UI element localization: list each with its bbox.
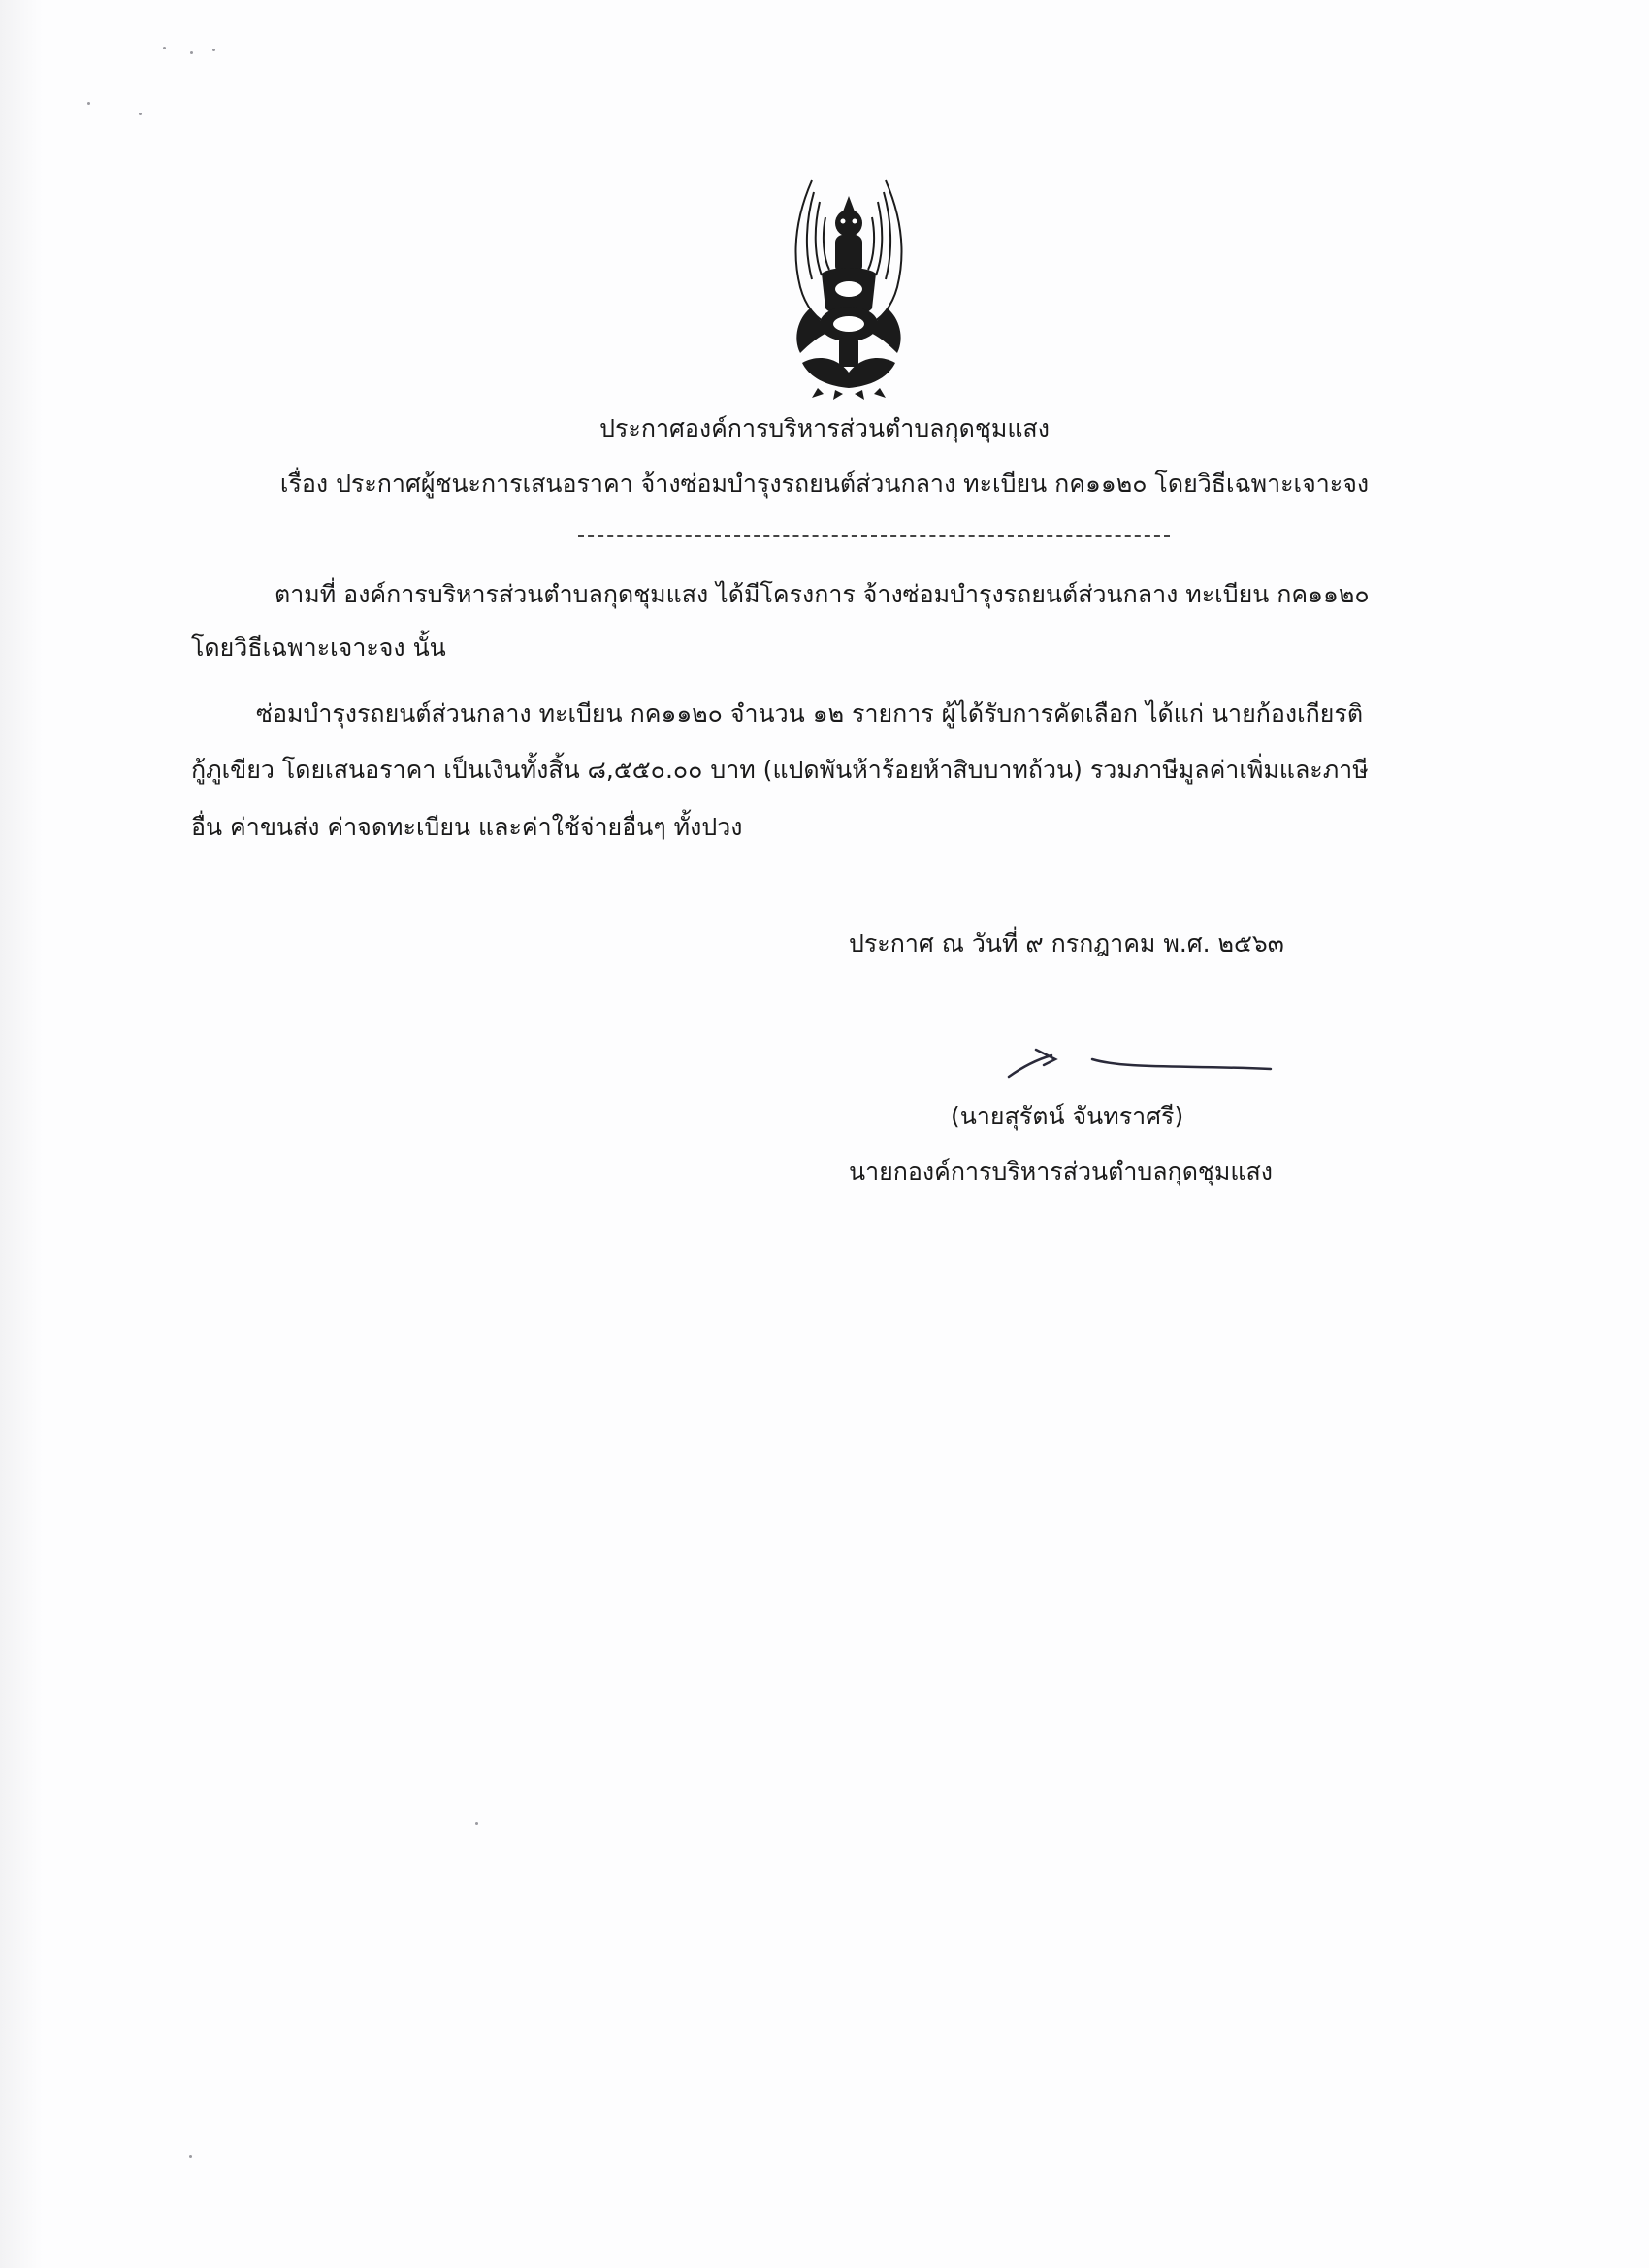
announce-date: ประกาศ ณ วันที่ ๙ กรกฎาคม พ.ศ. ๒๕๖๓: [849, 929, 1284, 957]
scan-speck: [189, 2155, 192, 2158]
title-divider: [578, 535, 1170, 537]
signer-name: (นายสุรัตน์ จันทราศรี): [951, 1102, 1184, 1130]
scan-speck: [87, 102, 90, 105]
scan-speck: [475, 1822, 478, 1825]
scan-speck: [139, 113, 142, 115]
document-subject: เรื่อง ประกาศผู้ชนะการเสนอราคา จ้างซ่อมบำรุงรถยนต์ส่วนกลาง ทะเบียน กค๑๑๒๐ โดยวิธีเฉพาะเจาะจง: [279, 470, 1370, 498]
signer-position: นายกองค์การบริหารส่วนตำบลกุดชุมแสง: [849, 1157, 1273, 1185]
signature-mark: [999, 1036, 1290, 1094]
paragraph2-line2: กู้ภูเขียว โดยเสนอราคา เป็นเงินทั้งสิ้น ๘,๕๕๐.๐๐ บาท (แปดพันห้าร้อยห้าสิบบาทถ้วน) รวมภาษีมูลค่าเพิ่มและภาษี: [191, 756, 1369, 784]
scan-speck: [190, 51, 193, 54]
document-title: ประกาศองค์การบริหารส่วนตำบลกุดชุมแสง: [599, 414, 1050, 442]
scan-speck: [163, 47, 166, 49]
garuda-emblem: [742, 173, 955, 401]
paragraph2-line1: ซ่อมบำรุงรถยนต์ส่วนกลาง ทะเบียน กค๑๑๒๐ จำนวน ๑๒ รายการ ผู้ได้รับการคัดเลือก ได้แก่ นายก้องเกียรติ: [256, 699, 1364, 728]
scan-edge-shadow: [0, 0, 43, 2268]
scan-speck: [212, 49, 215, 51]
paragraph1-line1: ตามที่ องค์การบริหารส่วนตำบลกุดชุมแสง ได้มีโครงการ จ้างซ่อมบำรุงรถยนต์ส่วนกลาง ทะเบียน กค๑๑๒๐: [275, 580, 1370, 608]
paragraph2-line3: อื่น ค่าขนส่ง ค่าจดทะเบียน และค่าใช้จ่ายอื่นๆ ทั้งปวง: [191, 813, 743, 841]
paragraph1-line2: โดยวิธีเฉพาะเจาะจง นั้น: [191, 633, 446, 662]
